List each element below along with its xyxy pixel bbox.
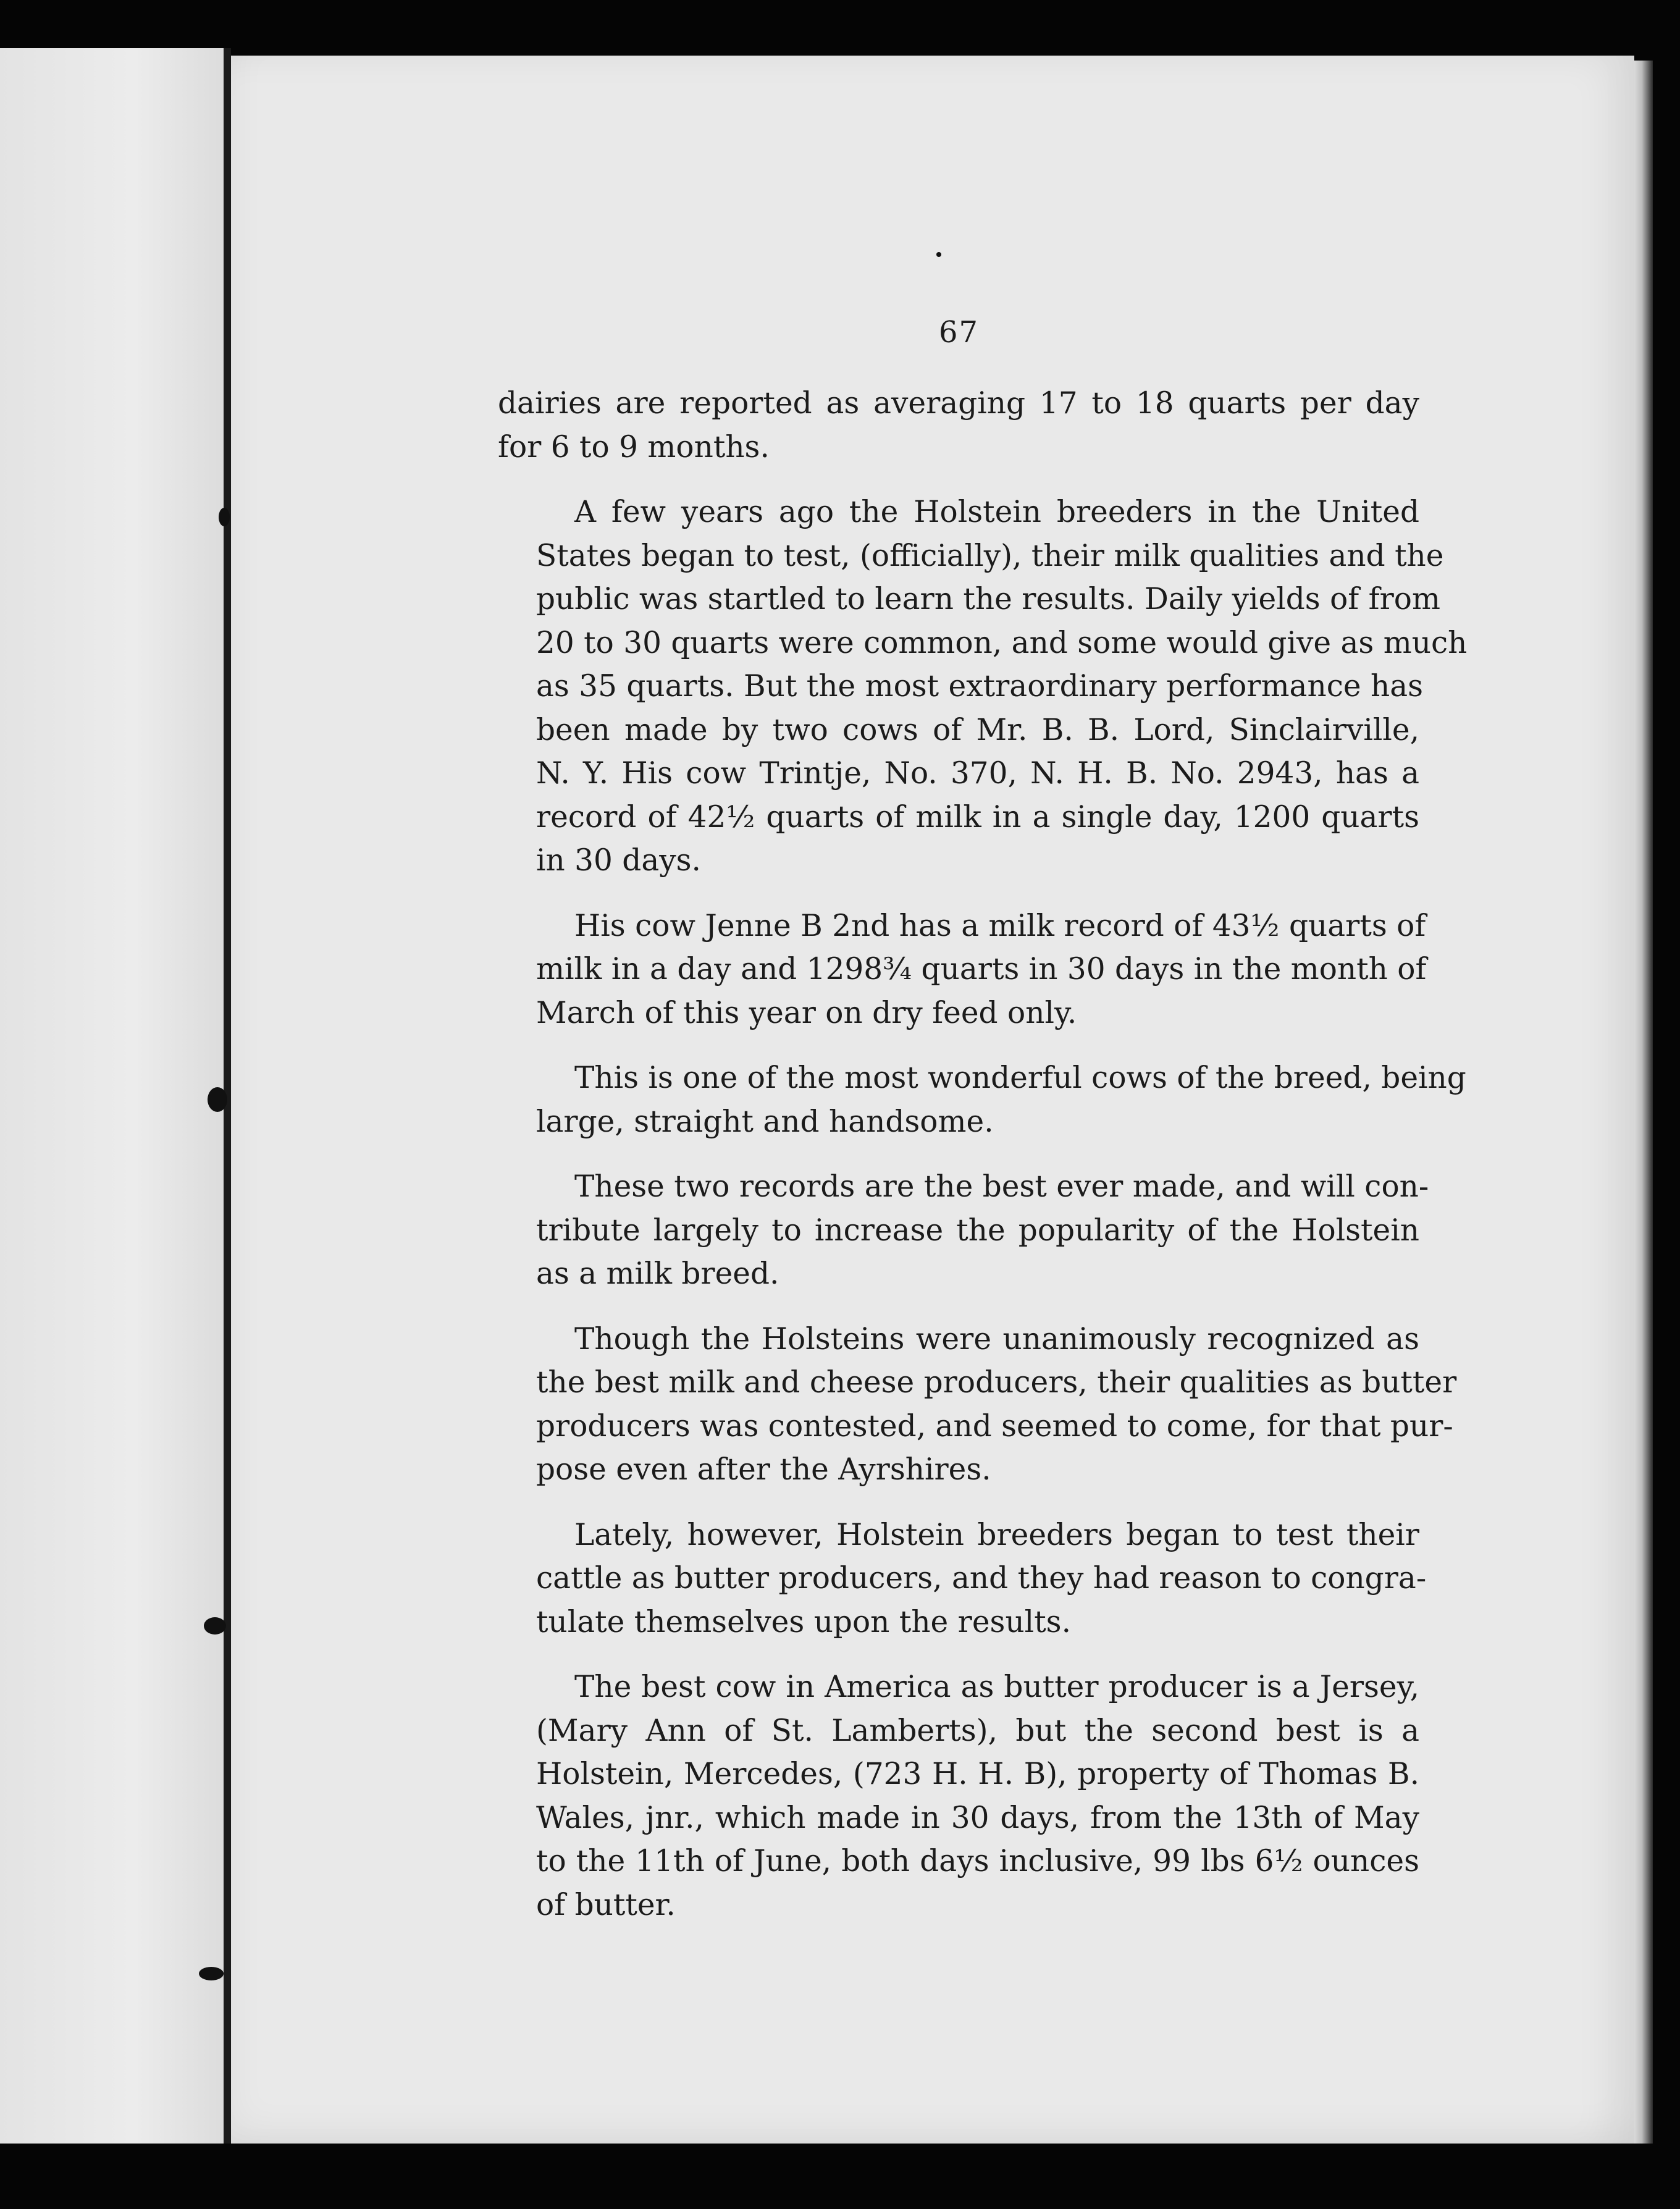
ink-spot	[219, 508, 230, 526]
page-number: 67	[939, 315, 980, 350]
text-line: N. Y. His cow Trintje, No. 370, N. H. B. No. 2943, has a	[536, 756, 1419, 791]
text-line: been made by two cows of Mr. B. B. Lord, Sinclairville,	[536, 712, 1419, 747]
text-line: large, straight and handsome.	[536, 1104, 994, 1139]
text-line: as a milk breed.	[536, 1256, 779, 1291]
text-line: His cow Jenne B 2nd has a milk record of 43½ quarts of	[574, 908, 1426, 943]
paragraph	[498, 490, 1468, 883]
text-line: milk in a day and 1298¾ quarts in 30 days in the month of	[536, 952, 1427, 987]
ink-spot	[208, 1087, 227, 1112]
page-right-edge	[1634, 61, 1653, 2155]
text-line: for 6 to 9 months.	[498, 429, 770, 465]
text-line: Wales, jnr., which made in 30 days, from the 13th of May	[536, 1800, 1419, 1835]
text-line: 20 to 30 quarts were common, and some would give as much	[536, 625, 1468, 660]
text-line: in 30 days.	[536, 843, 701, 878]
text-line: producers was contested, and seemed to come, for that pur-	[536, 1408, 1453, 1444]
text-line: the best milk and cheese producers, their qualities as butter	[536, 1365, 1457, 1400]
text-line: Though the Holsteins were unanimously recognized as	[574, 1321, 1419, 1357]
text-line: tribute largely to increase the popularity of the Holstein	[536, 1213, 1419, 1248]
paragraph	[498, 1318, 1457, 1492]
text-line: as 35 quarts. But the most extraordinary performance has	[536, 669, 1424, 704]
ink-spot	[204, 1617, 226, 1635]
paragraph	[498, 1513, 1427, 1644]
text-line: dairies are reported as averaging 17 to 18 quarts per day	[498, 386, 1419, 421]
text-line: Lately, however, Holstein breeders began to test their	[574, 1517, 1419, 1552]
text-line: Holstein, Mercedes, (723 H. H. B), property of Thomas B.	[536, 1757, 1419, 1791]
paragraph	[498, 1056, 1466, 1143]
text-line: record of 42½ quarts of milk in a single day, 1200 quarts	[536, 799, 1419, 835]
left-page-edge	[0, 48, 224, 2148]
paragraph	[498, 1165, 1429, 1296]
text-line: This is one of the most wonderful cows of the breed, being	[574, 1061, 1466, 1095]
text-line: A few years ago the Holstein breeders in the United	[574, 495, 1419, 529]
paragraph	[498, 1665, 1419, 1927]
bottom-shadow	[0, 2144, 1680, 2209]
paragraph	[498, 382, 1419, 469]
ink-spot	[199, 1967, 224, 1980]
ink-spot	[936, 252, 941, 257]
text-line: pose even after the Ayrshires.	[536, 1452, 991, 1487]
text-line: of butter.	[536, 1887, 676, 1922]
text-line: March of this year on dry feed only.	[536, 995, 1077, 1030]
text-line: tulate themselves upon the results.	[536, 1604, 1071, 1639]
body-text	[498, 382, 1468, 1948]
text-line: public was startled to learn the results. Daily yields of from	[536, 582, 1440, 616]
text-line: to the 11th of June, both days inclusive, 99 lbs 6½ ounces	[536, 1844, 1419, 1879]
text-line: These two records are the best ever made, and will con-	[574, 1169, 1429, 1204]
text-line: cattle as butter producers, and they had reason to congra-	[536, 1561, 1427, 1596]
text-line: (Mary Ann of St. Lamberts), but the second best is a	[536, 1713, 1419, 1748]
text-line: The best cow in America as butter producer is a Jersey,	[574, 1670, 1419, 1704]
text-line: States began to test, (officially), their milk qualities and the	[536, 538, 1444, 573]
paragraph	[498, 904, 1427, 1035]
